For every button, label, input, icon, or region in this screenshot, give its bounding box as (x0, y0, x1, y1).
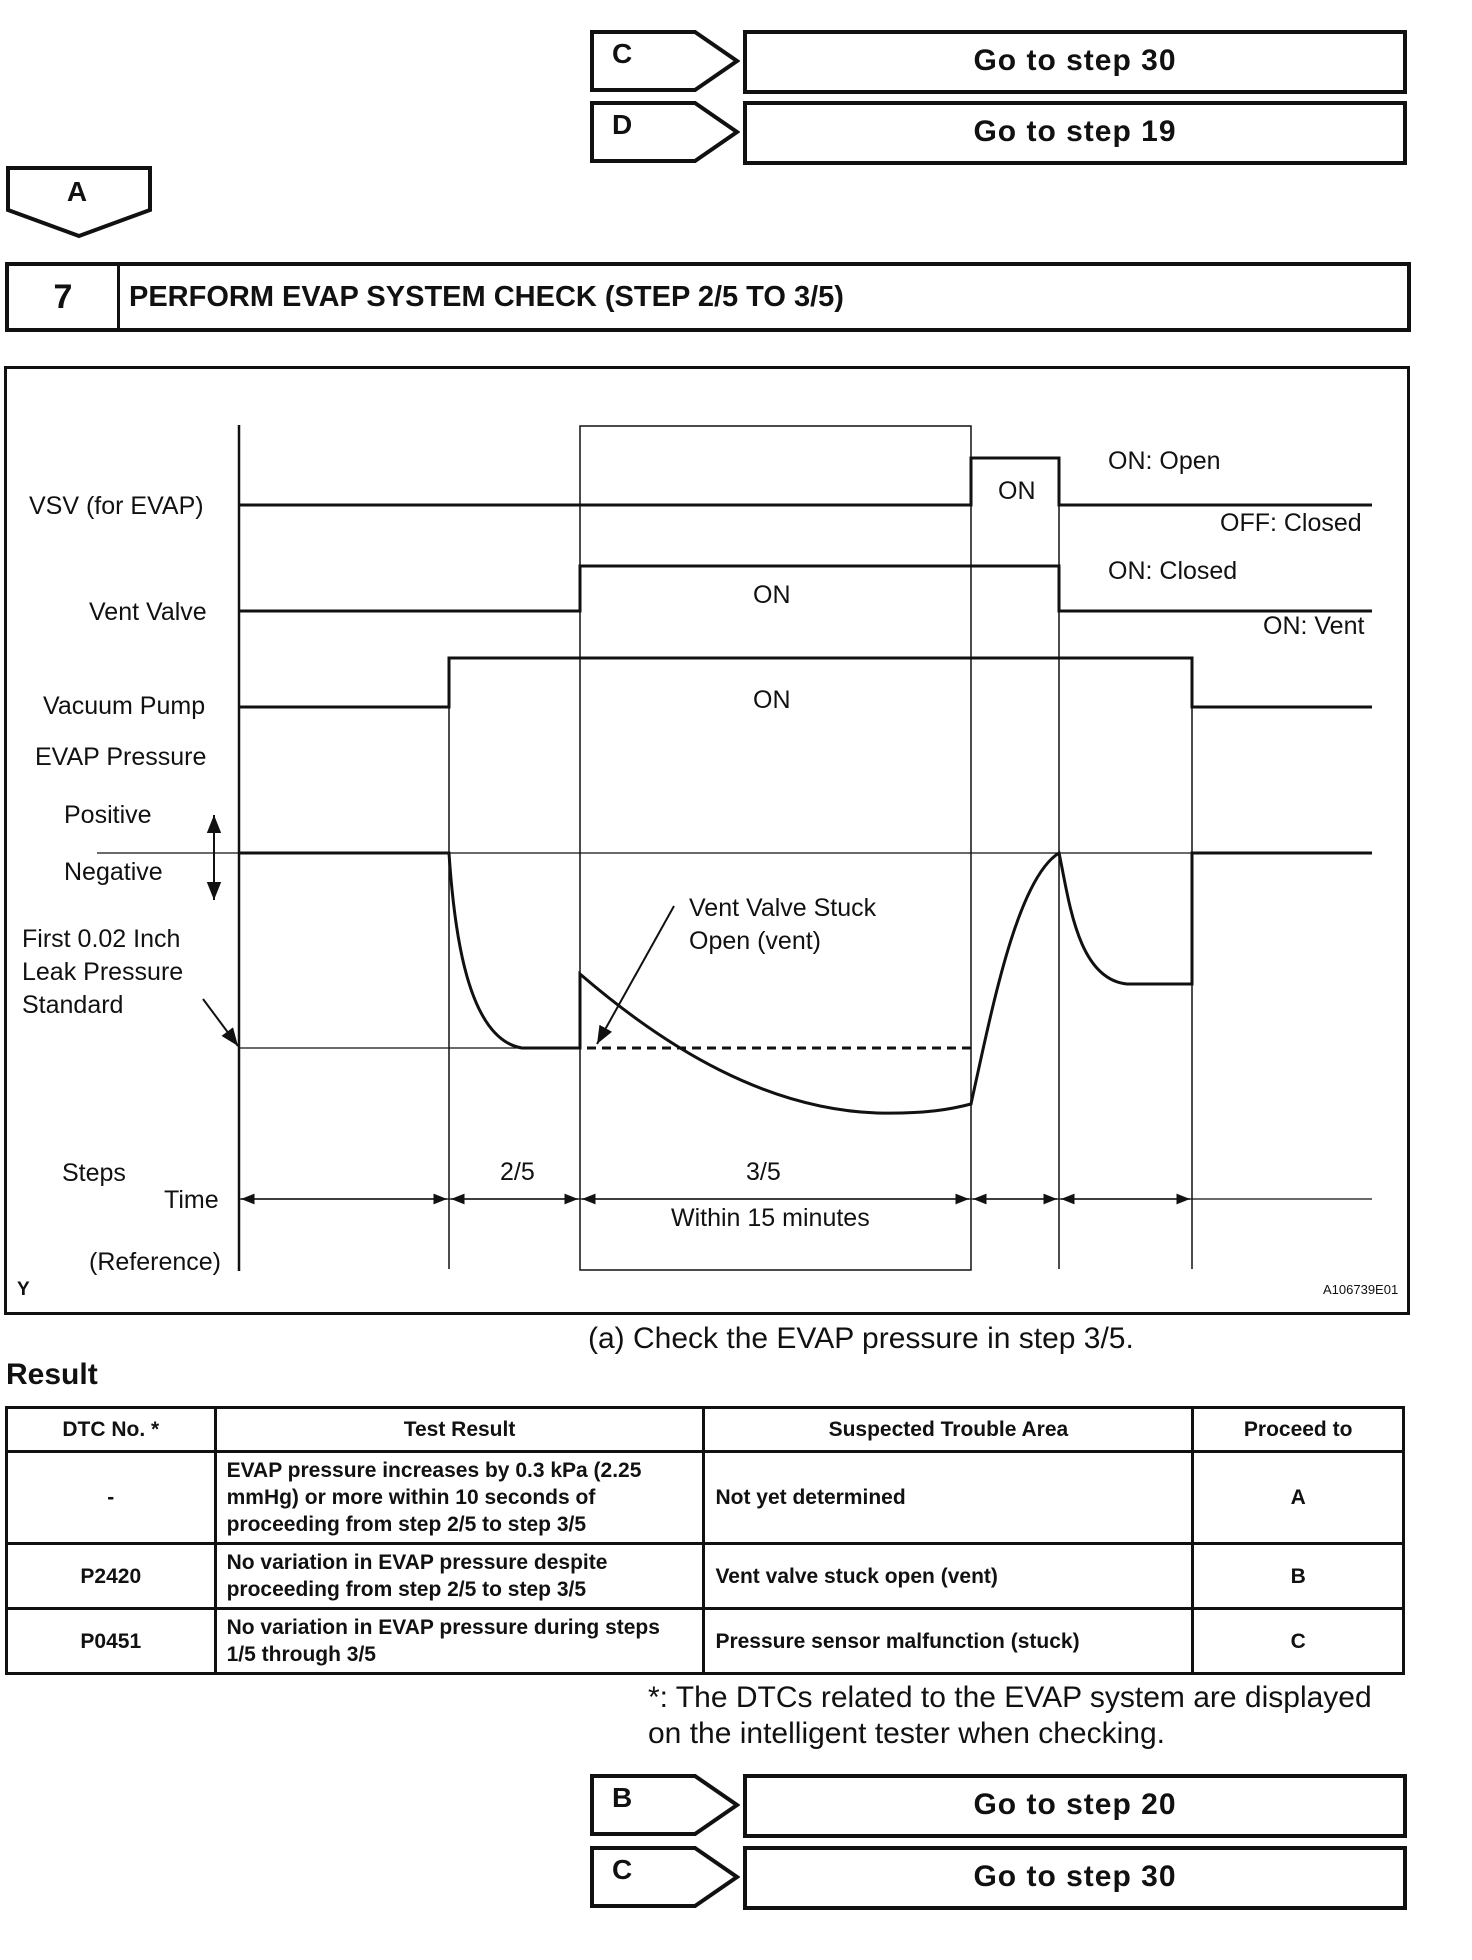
label-reference: (Reference) (89, 1248, 221, 1276)
goto-label: Go to step 30 (973, 44, 1177, 77)
cell-dtc: - (7, 1452, 216, 1544)
within-label: Within 15 minutes (671, 1204, 870, 1232)
annotation-line-2: Open (vent) (689, 927, 822, 955)
goto-row-b (590, 1774, 1405, 1836)
proceed-tag-letter: A (66, 176, 88, 207)
goto-step-19-button[interactable] (743, 101, 1407, 165)
cell-proceed: B (1193, 1544, 1404, 1609)
label-leak-2: Leak Pressure (22, 958, 184, 986)
table-row (7, 1544, 1404, 1609)
cell-dtc: P2420 (7, 1544, 216, 1609)
label-leak-1: First 0.02 Inch (22, 925, 181, 953)
cell-area: Pressure sensor malfunction (stuck) (704, 1609, 1193, 1674)
branch-letter: D (612, 109, 633, 140)
branch-tag-d (590, 101, 740, 163)
timing-diagram (4, 366, 1410, 1315)
vent-on-vent-label: ON: Vent (1263, 612, 1365, 640)
label-time: Time (164, 1186, 219, 1214)
vsv-on-open-label: ON: Open (1108, 447, 1221, 475)
pump-on-label: ON (753, 686, 791, 714)
vsv-on-label: ON (998, 477, 1036, 505)
branch-letter: C (612, 38, 633, 69)
step-number: 7 (9, 266, 120, 328)
header-dtc: DTC No. * (7, 1408, 216, 1452)
label-vsv: VSV (for EVAP) (29, 492, 204, 520)
label-negative: Negative (64, 858, 163, 886)
annotation-line-1: Vent Valve Stuck (689, 894, 877, 922)
cell-area: Not yet determined (704, 1452, 1193, 1544)
header-proceed: Proceed to (1193, 1408, 1404, 1452)
branch-letter: B (612, 1782, 633, 1813)
vent-on-label: ON (753, 581, 791, 609)
branch-tag-b (590, 1774, 740, 1836)
goto-row-c-bottom (590, 1846, 1405, 1908)
figure-id: A106739E01 (1323, 1282, 1399, 1297)
goto-label: Go to step 20 (973, 1788, 1177, 1821)
header-trouble-area: Suspected Trouble Area (704, 1408, 1193, 1452)
cell-dtc: P0451 (7, 1609, 216, 1674)
step-title: PERFORM EVAP SYSTEM CHECK (STEP 2/5 TO 3/5) (129, 281, 844, 313)
label-evap-pressure: EVAP Pressure (35, 743, 207, 771)
table-row (7, 1452, 1404, 1544)
label-steps: Steps (62, 1159, 126, 1187)
goto-step-30-button[interactable] (743, 1846, 1407, 1910)
step-3-5-label: 3/5 (746, 1158, 781, 1186)
cell-result: No variation in EVAP pressure despite proceeding from step 2/5 to step 3/5 (215, 1544, 704, 1609)
branch-tag-c (590, 30, 740, 92)
vent-on-closed-label: ON: Closed (1108, 557, 1238, 585)
cell-result: No variation in EVAP pressure during steps 1/5 through 3/5 (215, 1609, 704, 1674)
label-positive: Positive (64, 801, 152, 829)
cell-result: EVAP pressure increases by 0.3 kPa (2.25 mmHg) or more within 10 seconds of proceeding from step 2/5 to step 3/5 (215, 1452, 704, 1544)
table-header-row (7, 1408, 1404, 1452)
table-row (7, 1609, 1404, 1674)
label-leak-3: Standard (22, 991, 124, 1019)
result-table (5, 1406, 1405, 1675)
goto-row-c (590, 30, 1405, 92)
cell-area: Vent valve stuck open (vent) (704, 1544, 1193, 1609)
result-heading: Result (6, 1358, 98, 1391)
label-vacuum-pump: Vacuum Pump (43, 692, 206, 720)
label-vent-valve: Vent Valve (89, 598, 207, 626)
branch-letter: C (612, 1854, 633, 1885)
footnote: *: The DTCs related to the EVAP system are displayed on the intelligent tester when checking. (648, 1681, 1372, 1750)
goto-label: Go to step 19 (973, 115, 1177, 148)
header-test-result: Test Result (215, 1408, 704, 1452)
goto-label: Go to step 30 (973, 1860, 1177, 1893)
branch-tag-c (590, 1846, 740, 1908)
cell-proceed: A (1193, 1452, 1404, 1544)
goto-step-20-button[interactable] (743, 1774, 1407, 1838)
vsv-off-closed-label: OFF: Closed (1220, 509, 1362, 537)
goto-row-d (590, 101, 1405, 163)
check-note: (a) Check the EVAP pressure in step 3/5. (588, 1322, 1134, 1355)
corner-mark: Y (17, 1279, 30, 1300)
proceed-tag-a (6, 166, 154, 240)
step-header (5, 262, 1411, 332)
cell-proceed: C (1193, 1609, 1404, 1674)
goto-step-30-button[interactable] (743, 30, 1407, 94)
step-2-5-label: 2/5 (500, 1158, 535, 1186)
